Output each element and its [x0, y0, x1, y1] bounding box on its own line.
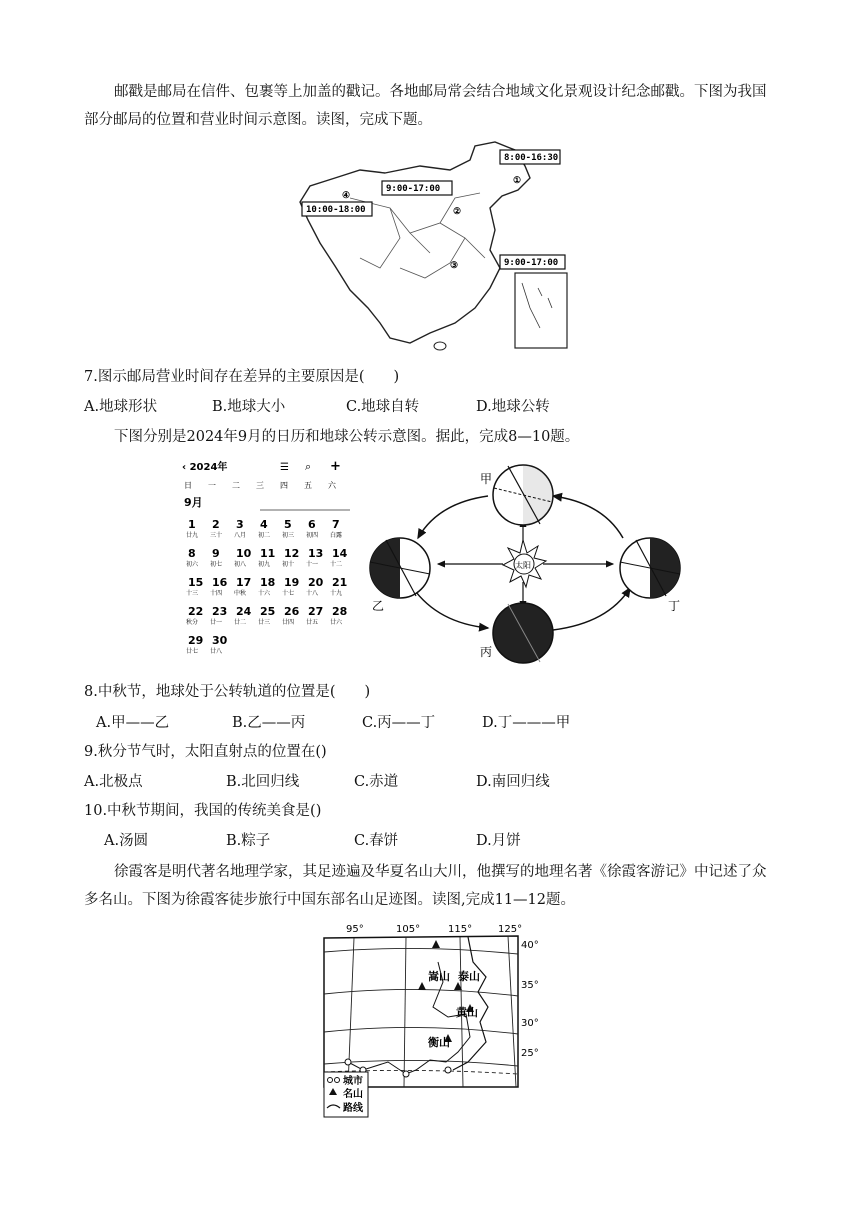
calendar-day: 21 [332, 576, 348, 589]
q10-option-a[interactable]: A.汤圆 [104, 833, 149, 849]
label-4-time: 10:00-18:00 [306, 205, 366, 215]
question-8-options [96, 713, 776, 733]
mountain-taishan: 泰山 [458, 970, 480, 983]
label-2-time: 9:00-17:00 [386, 184, 441, 194]
calendar-day: 20 [308, 576, 324, 589]
q7-option-b[interactable]: B.地球大小 [212, 399, 286, 415]
calendar-day: 28 [332, 605, 348, 618]
calendar-day: 6 [308, 518, 316, 531]
calendar-day: 14 [332, 547, 348, 560]
calendar-lunar-label: 初三 [282, 532, 295, 539]
calendar-search-icon: ⌕ [305, 460, 312, 473]
calendar-lunar-label: 初二 [258, 532, 271, 539]
q8-option-d[interactable]: D.丁———甲 [482, 715, 571, 731]
calendar-weekday: 日 [184, 481, 192, 490]
earth-position-jia [480, 465, 553, 525]
orbit-arc-2 [413, 588, 488, 628]
calendar-lunar-label: 八月 [234, 532, 247, 539]
orbit-arc-1 [418, 496, 488, 538]
calendar-day: 24 [236, 605, 252, 618]
calendar-lunar-label: 十一 [306, 561, 319, 568]
calendar-weekday: 五 [304, 481, 312, 490]
question-7-options [84, 397, 784, 417]
calendar-lunar-label: 中秋 [234, 590, 247, 597]
sun-icon [503, 540, 546, 587]
legend-mountain: 名山 [343, 1089, 363, 1100]
q10-option-b[interactable]: B.粽子 [226, 833, 271, 849]
calendar-lunar-label: 廿六 [330, 619, 343, 626]
q8-option-b[interactable]: B.乙——丙 [232, 715, 306, 731]
calendar-day: 27 [308, 605, 324, 618]
label-bing: 丙 [480, 645, 493, 659]
calendar-day: 22 [188, 605, 204, 618]
label-3-id: ③ [450, 261, 459, 271]
earth-position-bing [480, 603, 553, 663]
calendar-day: 7 [332, 518, 340, 531]
map-legend [324, 1072, 368, 1117]
mountain-huangshan: 黄山 [456, 1006, 478, 1019]
calendar-lunar-label: 初四 [306, 532, 319, 539]
calendar-weekday: 三 [256, 481, 264, 490]
calendar-lunar-label: 廿八 [210, 648, 223, 655]
calendar-month: 9月 [184, 496, 203, 509]
calendar-day: 19 [284, 576, 300, 589]
label-1-id: ① [513, 176, 522, 186]
calendar-lunar-label: 初六 [186, 561, 199, 568]
calendar-day: 17 [236, 576, 252, 589]
lat-label-35: 35° [521, 980, 539, 991]
calendar-menu-icon: ☰ [280, 462, 289, 473]
calendar-day: 23 [212, 605, 228, 618]
calendar-weekday: 一 [208, 481, 216, 490]
calendar-lunar-label: 十二 [330, 561, 343, 568]
calendar-lunar-label: 廿一 [210, 619, 223, 626]
q7-option-d[interactable]: D.地球公转 [476, 399, 550, 415]
q8-option-a[interactable]: A.甲——乙 [96, 715, 170, 731]
calendar-day: 10 [236, 547, 252, 560]
intro-paragraph-3: 徐霞客是明代著名地理学家，其足迹遍及华夏名山大川，他撰写的地理名著《徐霞客游记》中记述了众多名山。下图为徐霞客徒步旅行中国东部名山足迹图。读图,完成11—12题。 [84, 864, 767, 908]
mountain-hengshan: 衡山 [428, 1036, 450, 1049]
question-10-options [104, 831, 784, 851]
question-8-stem: 8.中秋节，地球处于公转轨道的位置是( ) [84, 684, 371, 700]
lat-label-25: 25° [521, 1048, 539, 1059]
calendar-lunar-label: 廿七 [186, 648, 199, 655]
lon-label-115: 115° [448, 924, 473, 935]
calendar-weekday: 六 [328, 481, 336, 490]
lat-label-40: 40° [521, 940, 539, 951]
calendar-lunar-label: 初九 [258, 561, 271, 568]
earth-position-ding [620, 538, 680, 613]
calendar-day: 13 [308, 547, 324, 560]
calendar-day: 30 [212, 634, 228, 647]
calendar-day: 11 [260, 547, 276, 560]
label-ding: 丁 [668, 599, 681, 613]
intro-paragraph-1: 邮戳是邮局在信件、包裹等上加盖的戳记。各地邮局常会结合地域文化景观设计纪念邮戳。下图为我国部分邮局的位置和营业时间示意图。读图，完成下题。 [84, 84, 767, 128]
calendar-day: 5 [284, 518, 292, 531]
calendar-day: 1 [188, 518, 196, 531]
lon-label-125: 125° [498, 924, 523, 935]
q10-option-c[interactable]: C.春饼 [354, 833, 399, 849]
earth-orbit-diagram [368, 458, 698, 668]
calendar-lunar-label: 三十 [210, 532, 223, 539]
calendar-day: 16 [212, 576, 228, 589]
calendar-lunar-label: 廿九 [186, 532, 199, 539]
label-jia: 甲 [480, 472, 493, 486]
calendar-year: ‹ 2024年 [182, 462, 228, 473]
calendar-lunar-label: 初八 [234, 561, 247, 568]
q7-option-a[interactable]: A.地球形状 [84, 399, 158, 415]
lon-label-105: 105° [396, 924, 421, 935]
calendar-day: 25 [260, 605, 276, 618]
mountain-songshan: 嵩山 [428, 970, 450, 983]
intro-paragraph-2: 下图分别是2024年9月的日历和地球公转示意图。据此，完成8—10题。 [114, 429, 580, 445]
q9-option-c[interactable]: C.赤道 [354, 774, 399, 790]
orbit-arc-3 [553, 588, 630, 630]
q8-option-c[interactable]: C.丙——丁 [362, 715, 436, 731]
calendar-day: 9 [212, 547, 220, 560]
q9-option-d[interactable]: D.南回归线 [476, 774, 550, 790]
calendar-day: 18 [260, 576, 276, 589]
calendar-lunar-label: 廿四 [282, 619, 295, 626]
calendar-lunar-label: 十三 [186, 590, 199, 597]
label-yi: 乙 [372, 599, 385, 613]
calendar-day: 4 [260, 518, 268, 531]
calendar-day: 8 [188, 547, 196, 560]
calendar-weekday: 四 [280, 481, 288, 490]
legend-route: 路线 [343, 1103, 363, 1114]
question-10-stem: 10.中秋节期间，我国的传统美食是() [84, 803, 322, 819]
q10-option-d[interactable]: D.月饼 [476, 833, 521, 849]
calendar-lunar-label: 初十 [282, 561, 295, 568]
calendar-lunar-label: 廿二 [234, 619, 247, 626]
q9-option-a[interactable]: A.北极点 [84, 774, 143, 790]
calendar-lunar-label: 初七 [210, 561, 223, 568]
label-2-id: ② [453, 207, 462, 217]
calendar-day: 2 [212, 518, 220, 531]
calendar-day: 12 [284, 547, 300, 560]
question-7-stem: 7.图示邮局营业时间存在差异的主要原因是( ) [84, 369, 400, 385]
label-1-time: 8:00-16:30 [504, 153, 559, 163]
calendar-september-2024 [180, 458, 355, 668]
earth-position-yi [370, 538, 430, 613]
calendar-lunar-label: 十九 [330, 590, 343, 597]
calendar-add-icon: + [330, 459, 341, 474]
china-post-office-map [290, 138, 580, 353]
calendar-lunar-label: 十四 [210, 590, 223, 597]
calendar-lunar-label: 十七 [282, 590, 295, 597]
calendar-day: 3 [236, 518, 244, 531]
xu-xiake-route-map [318, 922, 543, 1120]
calendar-weekday: 二 [232, 481, 240, 490]
lon-label-95: 95° [346, 924, 364, 935]
lat-label-30: 30° [521, 1018, 539, 1029]
calendar-lunar-label: 秋分 [186, 619, 199, 626]
orbit-arc-4 [553, 496, 623, 538]
calendar-day: 26 [284, 605, 300, 618]
question-9-stem: 9.秋分节气时，太阳直射点的位置在() [84, 744, 327, 760]
label-3-time: 9:00-17:00 [504, 258, 559, 268]
q7-option-c[interactable]: C.地球自转 [346, 399, 420, 415]
calendar-lunar-label: 十八 [306, 590, 319, 597]
legend-city: 城市 [343, 1076, 363, 1087]
calendar-day: 15 [188, 576, 204, 589]
q9-option-b[interactable]: B.北回归线 [226, 774, 300, 790]
china-outline [300, 142, 530, 343]
question-9-options [84, 772, 784, 792]
sun-label: 太阳 [515, 561, 531, 570]
calendar-lunar-label: 白露 [330, 532, 343, 539]
calendar-lunar-label: 廿三 [258, 619, 271, 626]
calendar-lunar-label: 廿五 [306, 619, 319, 626]
label-4-id: ④ [342, 191, 351, 201]
calendar-day: 29 [188, 634, 204, 647]
calendar-lunar-label: 十六 [258, 590, 271, 597]
